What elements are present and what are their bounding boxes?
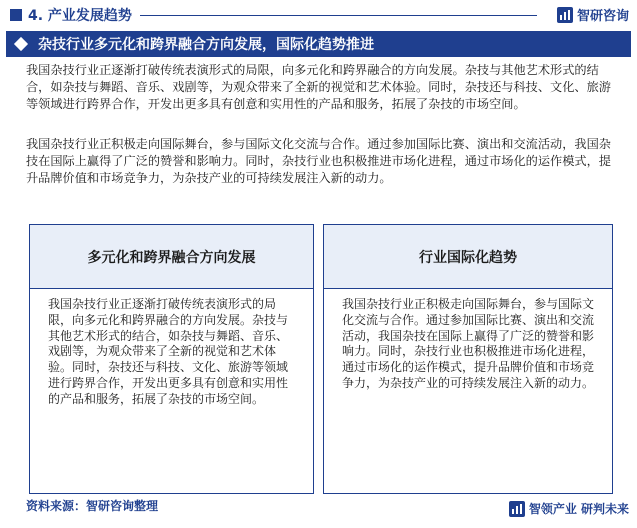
card-title: 多元化和跨界融合方向发展 (87, 249, 256, 266)
banner-title: 杂技行业多元化和跨界融合方向发展，国际化趋势推进 (38, 37, 374, 53)
title-banner (6, 31, 631, 57)
card-header (324, 225, 612, 289)
header-brand-text: 智研咨询 (576, 9, 629, 24)
intro-paragraph-2: 我国杂技行业正积极走向国际舞台，参与国际文化交流与合作。通过参加国际比赛、演出和交流活动，我国杂技在国际上赢得了广泛的赞誉和影响力。同时，杂技行业也积极推进市场化进程，通过市场化的运作模式，提升品牌价值和市场竞争力，为杂技产业的可持续发展注入新的动力。 (26, 137, 611, 185)
zhiyan-logo-icon (557, 7, 573, 23)
card-title: 行业国际化趋势 (419, 249, 517, 266)
card-body: 我国杂技行业正积极走向国际舞台，参与国际文化交流与合作。通过参加国际比赛、演出和交流活动，我国杂技在国际上赢得了广泛的赞誉和影响力。同时，杂技行业也积极推进市场化进程，通过市场化的运作模式，提升品牌价值和市场竞争力，为杂技产业的可持续发展注入新的动力。 (342, 297, 595, 390)
card-body: 我国杂技行业正逐渐打破传统表演形式的局限，向多元化和跨界融合的方向发展。杂技与其他艺术形式的结合，如杂技与舞蹈、音乐、戏剧等，为观众带来了全新的视觉和艺术体验。同时，杂技还与科技、文化、旅游等领域进行跨界合作，开发出更多具有创意和实用性的产品和服务，拓展了杂技的市场空间。 (48, 297, 289, 406)
card-internationalization (323, 224, 613, 494)
diamond-icon (14, 37, 28, 51)
footer-brand (509, 500, 629, 517)
section-bullet (10, 9, 22, 21)
source-note: 资料来源：智研咨询整理 (26, 499, 159, 513)
footer-slogan: 智领产业 研判未来 (528, 502, 629, 516)
card-diversification (29, 224, 314, 494)
header-divider (140, 15, 537, 16)
intro-paragraph-1: 我国杂技行业正逐渐打破传统表演形式的局限，向多元化和跨界融合的方向发展。杂技与其他艺术形式的结合，如杂技与舞蹈、音乐、戏剧等，为观众带来了全新的视觉和艺术体验。同时，杂技还与科技、文化、旅游等领域进行跨界合作，开发出更多具有创意和实用性的产品和服务，拓展了杂技的市场空间。 (26, 63, 611, 111)
section-title: 4. 产业发展趋势 (28, 8, 132, 24)
zhiyan-logo-icon (509, 501, 525, 517)
card-header (30, 225, 313, 289)
header-brand (557, 5, 629, 24)
top-header (0, 0, 637, 30)
